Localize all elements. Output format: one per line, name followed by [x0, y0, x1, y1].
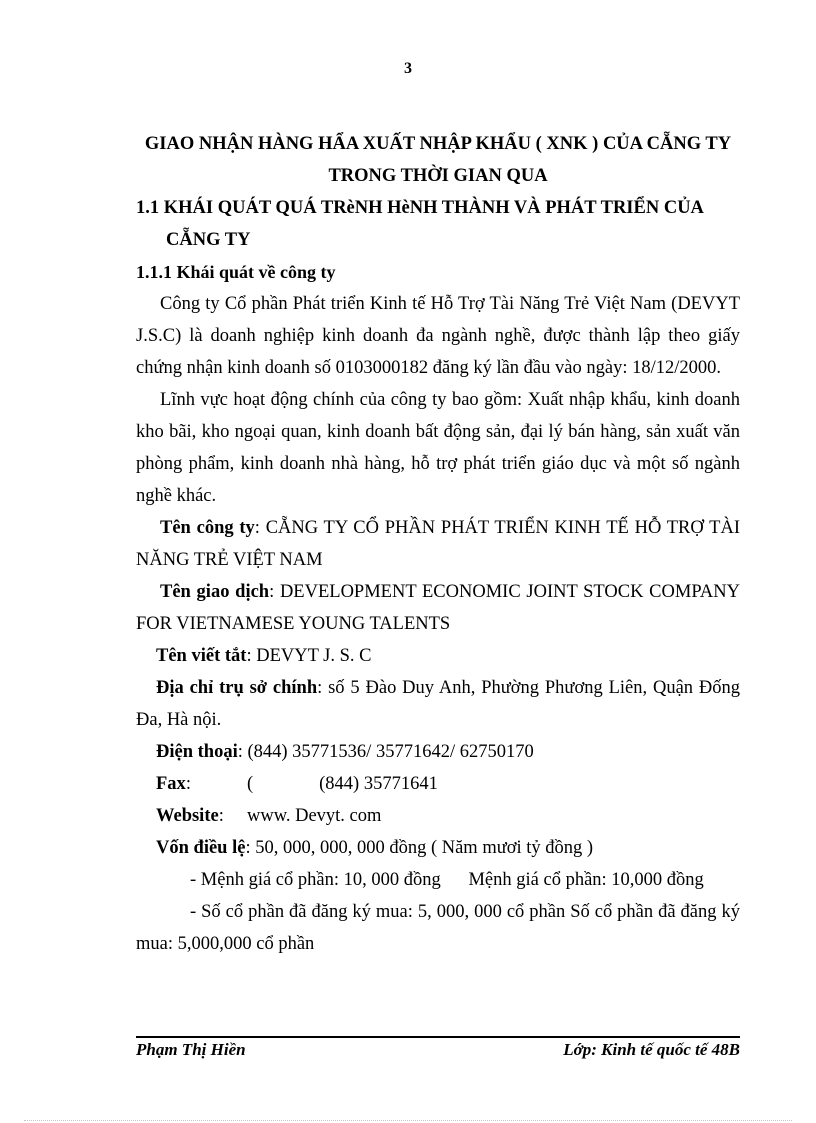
trade-name-value: : DEVELOPMENT ECONOMIC JOINT STOCK COMPANY FOR VIETNAMESE YOUNG TALENTS — [136, 582, 740, 634]
company-name-value: : CẴNG TY CỔ PHẦN PHÁT TRIỂN KINH TẾ HỖ TRỢ TÀI NĂNG TRẺ VIỆT NAM — [136, 518, 740, 570]
chapter-heading-line-2: TRONG THỜI GIAN QUA — [328, 166, 548, 186]
capital-label: Vốn điều lệ — [156, 838, 246, 858]
website-value: : www. Devyt. com — [218, 806, 382, 826]
short-name-label: Tên viết tắt — [156, 646, 247, 666]
phone-value: : (844) 35771536/ 35771642/ 62750170 — [237, 742, 534, 762]
page-bottom-border — [24, 1120, 792, 1121]
fax-label: Fax — [156, 774, 186, 794]
page-content — [136, 128, 740, 960]
capital-row — [136, 832, 740, 864]
section-title-line-1: 1.1 KHÁI QUÁT QUÁ TRèNH HèNH THÀNH VÀ PHÁT TRIỂN CỦA — [136, 198, 704, 218]
footer-class: Lớp: Kinh tế quốc tế 48B — [563, 1040, 740, 1059]
intro-paragraph: Công ty Cổ phần Phát triển Kinh tế Hỗ Trợ Tài Năng Trẻ Việt Nam (DEVYT J.S.C) là doanh nghiệp kinh doanh đa ngành nghề, được thành lập theo giấy chứng nhận kinh doanh số 0103000182 đăng ký lần đầu vào ngày: 18/12/2000. — [136, 294, 740, 378]
page-number: 3 — [404, 60, 412, 77]
address-row — [136, 672, 740, 736]
subsection-title: 1.1.1 Khái quát về công ty — [136, 262, 336, 282]
chapter-heading — [136, 128, 740, 192]
footer-author: Phạm Thị Hiền — [136, 1040, 246, 1059]
footer-divider — [136, 1036, 740, 1038]
capital-value: : 50, 000, 000, 000 đồng ( Năm mươi tỷ đồng ) — [245, 838, 594, 858]
phone-row — [136, 736, 740, 768]
trade-name-row — [136, 576, 740, 640]
chapter-heading-line-1: GIAO NHẬN HÀNG HẨA XUẤT NHẬP KHẨU ( XNK ) CỦA CẴNG TY — [144, 134, 732, 154]
fax-row — [136, 768, 740, 800]
company-name-label: Tên công ty — [160, 518, 255, 538]
address-label: Địa chỉ trụ sở chính — [156, 678, 318, 698]
shares-bullet: - Số cổ phần đã đăng ký mua: 5, 000, 000 cổ phần Số cổ phần đã đăng ký mua: 5,000,000 cổ phần — [136, 902, 740, 954]
website-row — [136, 800, 740, 832]
fax-value: (844) 35771641 — [319, 774, 438, 794]
company-name-row — [136, 512, 740, 576]
website-label: Website — [156, 806, 219, 826]
trade-name-label: Tên giao dịch — [160, 582, 270, 602]
phone-label: Điện thoại — [156, 742, 238, 762]
par-value-bullet: - Mệnh giá cổ phần: 10, 000 đồng Mệnh giá cổ phần: 10,000 đồng — [190, 870, 704, 890]
short-name-value: : DEVYT J. S. C — [246, 646, 372, 666]
section-title-line-2: CẴNG TY — [166, 230, 251, 250]
fax-paren: ( — [246, 774, 254, 794]
page-footer — [136, 1040, 740, 1060]
section-title — [136, 192, 740, 256]
address-value: : số 5 Đào Duy Anh, Phường Phương Liên, Quận Đống Đa, Hà nội. — [136, 678, 740, 730]
short-name-row — [136, 640, 740, 672]
fax-colon: : — [185, 774, 191, 794]
business-fields-paragraph: Lĩnh vực hoạt động chính của công ty bao gồm: Xuất nhập khẩu, kinh doanh kho bãi, kho ngoại quan, kinh doanh bất động sản, đại lý bán hàng, sản xuất văn phòng phẩm, kinh doanh nhà hàng, hỗ trợ phát triển giáo dục và một số ngành nghề khác. — [136, 390, 740, 506]
